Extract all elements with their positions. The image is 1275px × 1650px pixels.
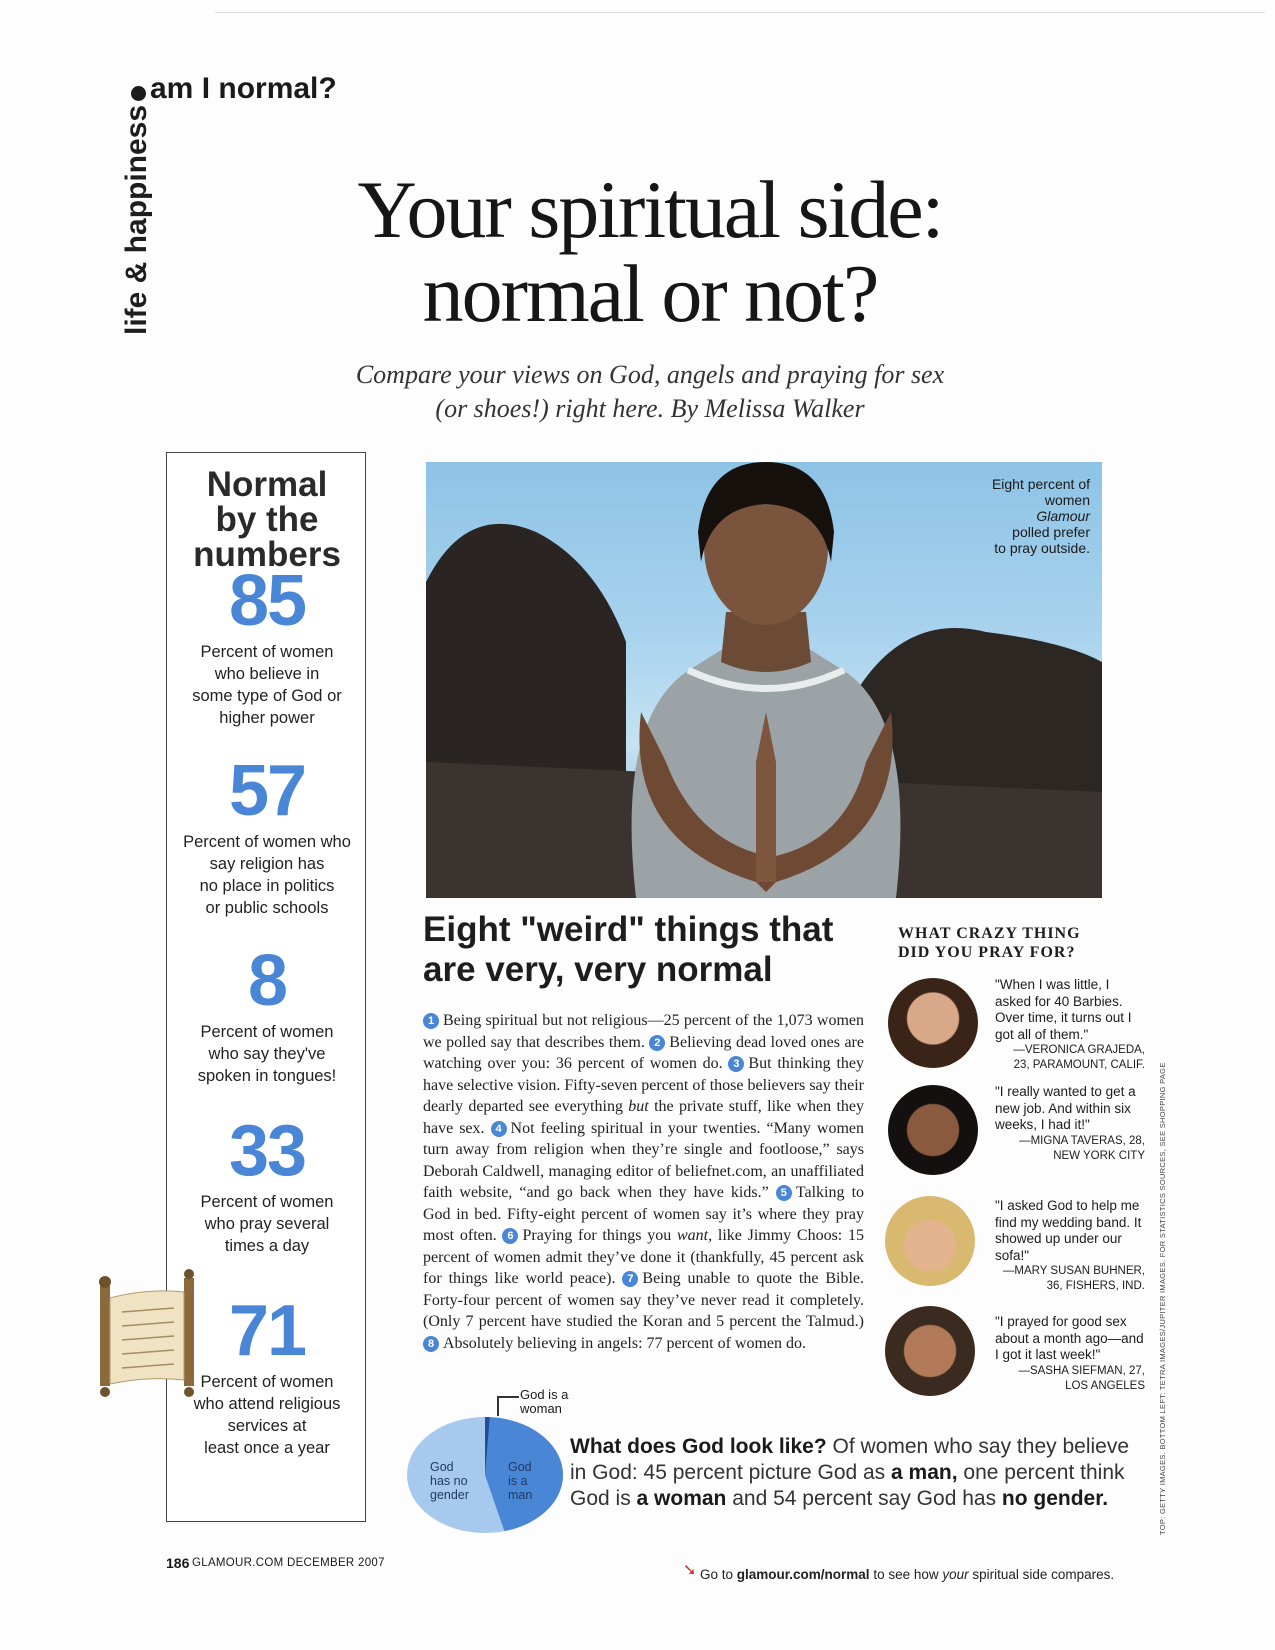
sidebar-title [167,467,367,572]
quote-attribution: —MARY SUSAN BUHNER, [1002,1265,1145,1277]
pray-quote [995,1198,1145,1294]
item-number: 2 [649,1035,665,1051]
item-text: Not feeling spiritual in your twenties. “Many women turn away from religion when they’re single and footloose,” says Deborah Caldwell, managing editor of beliefnet.com, an unaffiliated faith website, “and go back when they have kids.” [423,1119,865,1201]
woman-leader-line [497,1396,499,1416]
stat-description [167,1021,367,1087]
quote-attribution: —SASHA SIEFMAN, 27, [1018,1364,1145,1377]
article-body [423,1010,864,1354]
avatar [888,1085,978,1175]
god-look-text [570,1434,1140,1512]
stat-desc-line: Percent of women [200,643,334,661]
pray-quote [995,1084,1145,1164]
pray-quote [995,1314,1145,1394]
label-woman-line: woman [520,1401,562,1416]
caption-line: to pray outside. [994,540,1090,556]
headline-line-2: normal or not? [422,248,878,339]
sidebar-title-line: numbers [193,535,341,574]
god-look-lead: What does God look like? [570,1435,827,1458]
deck [290,358,1010,426]
caption-line: polled prefer [1012,524,1090,540]
stat-desc-line: Percent of women [200,1193,334,1211]
item-emphasis: want, [677,1227,713,1244]
sidebar-title-line: Normal [206,465,328,504]
footer-magazine: GLAMOUR.COM DECEMBER 2007 [192,1557,385,1569]
pray-heading-line: DID YOU PRAY FOR? [898,944,1076,961]
section-label: life & happiness [120,86,154,335]
headline-line-1: Your spiritual side: [357,164,943,255]
stat-desc-line: who say they've [208,1045,326,1063]
article-heading [423,910,863,990]
avatar [885,1196,975,1286]
torah-scroll-illustration [92,1268,202,1398]
glamour-normal-link[interactable]: glamour.com/normal [736,1567,870,1582]
quote-text: "When I was little, I asked for 40 Barbies. Over time, it turns out I got all of them." [995,977,1132,1042]
caption-line: Eight percent of [991,476,1090,492]
item-number: 8 [423,1336,439,1352]
god-gender-pie-chart [400,1395,570,1535]
photo-credit: TOP: GETTY IMAGES. BOTTOM LEFT: TETRA IMAGES/JUPITER IMAGES. FOR STATISTICS SOURCES, SEE SHOPPING PAGE [1158,1062,1167,1535]
item-text: Believing dead loved ones are watching over you: 36 percent of women do. [423,1033,864,1072]
woman-leader-line-h [497,1396,519,1398]
arrow-icon: ➘ [683,1562,697,1579]
quote-attribution: —MIGNA TAVERAS, 28, [1019,1134,1145,1147]
caption-line [990,492,1090,524]
page-number: 186 [166,1555,190,1571]
go-text: spiritual side compares. [968,1567,1115,1582]
item-text: But thinking they have selective vision. Fifty-seven percent of those believers say their dearly departed see everything [423,1055,864,1115]
stat-desc-line: who believe in [214,665,320,683]
stat-desc-line: who attend religious [193,1395,341,1413]
stat-desc-line: say religion has [209,855,325,873]
item-number: 6 [502,1228,518,1244]
headline [250,164,1050,339]
item-number: 7 [622,1271,638,1287]
pray-quote [995,977,1145,1073]
stat-desc-line: no place in politics [199,877,335,895]
stat-description [167,641,367,729]
avatar [888,978,978,1068]
pray-heading-line: WHAT CRAZY THING [898,925,1081,942]
item-number: 1 [423,1013,439,1029]
stat-value: 8 [247,941,287,1021]
god-look-text-part: and 54 percent say God has [726,1487,1002,1510]
stat-description [167,831,367,919]
stat-desc-line: higher power [219,709,315,727]
stat-description [167,1191,367,1257]
top-rule [215,12,1265,13]
stat-desc-line: services at [227,1417,307,1435]
sidebar-title-line: by the [215,500,319,539]
label-man-3: man [508,1488,533,1502]
stat-desc-line: who pray several [204,1215,330,1233]
article-heading-line: Eight "weird" things that [423,910,834,949]
stat-value: 33 [228,1111,306,1191]
label-no-gender-1: God [430,1460,454,1474]
quote-attribution: 36, FISHERS, IND. [1046,1280,1145,1292]
quote-text: "I prayed for good sex about a month ago—and I got it last week!" [995,1314,1144,1362]
god-look-text-part: one percent think God is [570,1461,1125,1510]
photo-caption [990,476,1090,556]
item-number: 4 [491,1121,507,1137]
item-text: Praying for things you [522,1227,677,1244]
stat-desc-line: some type of God or [192,687,342,705]
quote-attribution: 23, PARAMOUNT, CALIF. [1013,1059,1145,1071]
article-heading-line: are very, very normal [423,950,773,989]
subsection-label: am I normal? [150,72,337,105]
item-text: Being unable to quote the Bible. Forty-four percent of women say they’ve never read it completely. (Only 7 percent have studied the Koran and 5 percent the Talmud.) [423,1270,865,1330]
avatar [885,1306,975,1396]
label-no-gender-2: has no [430,1474,468,1488]
item-text: the private stuff, like when they have sex. [423,1098,864,1137]
god-look-bold: no gender. [1001,1487,1109,1510]
quote-attribution: —VERONICA GRAJEDA, [1013,1044,1145,1056]
stat-desc-line: Percent of women [200,1023,334,1041]
quote-attribution: LOS ANGELES [1065,1379,1145,1392]
item-text: Being spiritual but not religious—25 percent of the 1,073 women we polled say that describes them. [423,1012,864,1051]
item-text: Talking to God in bed. Fifty-eight percent of women say it’s where they pray most often. [423,1184,865,1244]
label-man-2: is a [508,1474,528,1488]
stat-desc-line: spoken in tongues! [197,1067,337,1085]
deck-line-1: Compare your views on God, angels and praying for sex [355,360,945,389]
item-emphasis: but [628,1098,649,1115]
quote-text: "I really wanted to get a new job. And within six weeks, I had it!" [995,1084,1136,1132]
go-text: to see how [869,1567,943,1582]
stat-desc-line: Percent of women [200,1373,334,1391]
item-number: 3 [728,1056,744,1072]
label-woman-line: God is a [520,1387,569,1402]
caption-magazine-name: Glamour [1036,508,1090,524]
quote-text: "I asked God to help me find my wedding band. It showed up under our sofa!" [995,1198,1142,1263]
god-look-bold: a woman [636,1487,727,1510]
god-look-text-part: Of women who say they believe in God: 45 percent picture God as [570,1435,1130,1484]
label-man-1: God [508,1460,532,1474]
pray-heading [898,924,1148,962]
label-no-gender-3: gender [430,1488,469,1502]
stat-desc-line: Percent of women who [183,833,351,851]
stat-value: 85 [228,561,306,641]
stat-desc-line: times a day [224,1237,310,1255]
item-number: 5 [776,1185,792,1201]
go-text: Go to [700,1567,737,1582]
stat-desc-line: least once a year [204,1439,330,1457]
label-woman [520,1388,568,1416]
stat-value: 71 [228,1291,306,1371]
bullet-dot [131,86,146,101]
quote-attribution: NEW YORK CITY [1053,1149,1145,1162]
stat-value: 57 [228,751,306,831]
go-emphasis: your [942,1567,969,1582]
item-text: Absolutely believing in angels: 77 percent of women do. [443,1334,807,1352]
god-look-bold: a man, [891,1461,958,1484]
caption-text: women [1044,492,1090,508]
go-link-line [700,1567,1140,1582]
deck-line-2: (or shoes!) right here. By Melissa Walker [435,394,865,423]
stat-desc-line: or public schools [205,899,329,917]
item-text: like Jimmy Choos: 15 percent of women admit they’ve done it (thankfully, 45 percent ask for things like world peace). [423,1227,864,1287]
